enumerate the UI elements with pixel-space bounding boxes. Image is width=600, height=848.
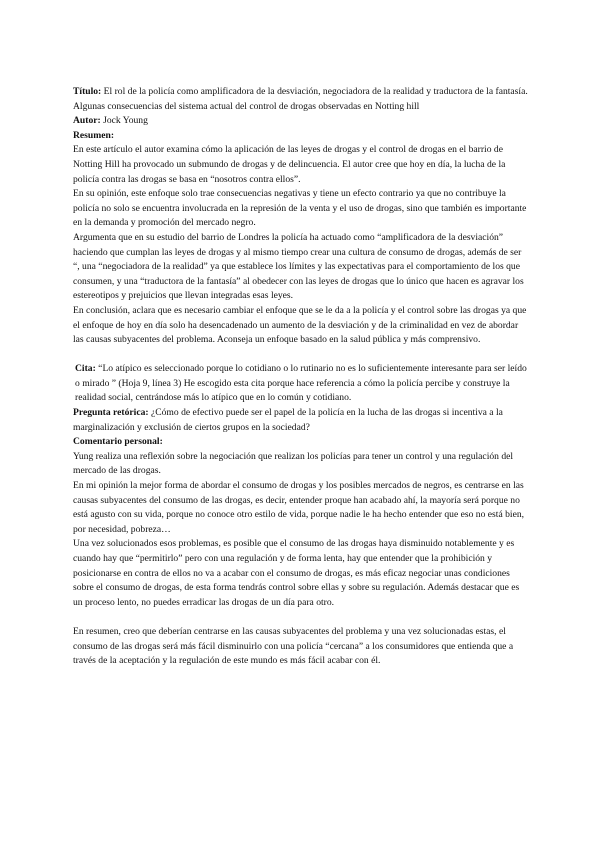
comment-paragraph: Una vez solucionados esos problemas, es posible que el consumo de las drogas haya disminuido notablemente y es cuando hay que “permitirlo” pero con una regulación y de forma lenta, hay que entender que la prohibición y posicionarse en contra de ellos no va a acabar con el consumo de drogas, es más eficaz negociar unas condiciones sobre el consumo de drogas, de esta forma tendrás control sobre ellas y sobre su regulación. Además destacar que es un proceso lento, no puedes erradicar las drogas de un día para otro. bbox=[73, 538, 520, 608]
summary-heading: Resumen: bbox=[73, 129, 115, 141]
conclusion-paragraph: En resumen, creo que deberían centrarse en las causas subyacentes del problema y una vez solucionadas estas, el consumo de las drogas será más fácil disminuirlo con una policía “cercana” a los consumidores que entienda que a través de la aceptación y la regulación de este mundo es más fácil acabar con él. bbox=[73, 625, 514, 667]
author-label: Autor: bbox=[73, 115, 101, 127]
question-label: Pregunta retórica: bbox=[73, 407, 149, 419]
quote-line bbox=[73, 362, 528, 406]
summary-paragraph: En este artículo el autor examina cómo la aplicación de las leyes de drogas y el control de drogas en el barrio de Notting Hill ha provocado un submundo de drogas y de delincuencia. El autor cree que hoy en día, la lucha de la policía contra las drogas se basa en “nosotros contra ellos”. bbox=[73, 144, 506, 185]
author-line bbox=[73, 114, 528, 129]
title-line bbox=[73, 85, 528, 114]
summary-paragraph: Argumenta que en su estudio del barrio de Londres la policía ha actuado como “amplificadora de la desviación” haciendo que cumplan las leyes de drogas y al mismo tiempo crear una cultura de consumo de drogas, además de ser “, una “negociadora de la realidad” ya que establece los límites y las expectativas para el comportamiento de los que consumen, y una “traductora de la fantasía” al obedecer con las leyes de drogas que lo único que hacen es agravar los estereotipos y prejuicios que llevan integradas esas leyes. bbox=[73, 231, 524, 302]
summary-paragraph: En su opinión, este enfoque solo trae consecuencias negativas y tiene un efecto contrario ya que no contribuye la policía no solo se encuentra involucrada en la represión de la venta y el uso de drogas, sino que también es importante en la demanda y promoción del mercado negro. bbox=[73, 188, 527, 229]
comment-paragraph: Yung realiza una reflexión sobre la negociación que realizan los policías para tener un control y una regulación del mercado de las drogas. bbox=[73, 450, 514, 477]
title-text: El rol de la policía como amplificadora de la desviación, negociadora de la realidad y traductora de la fantasía. Algunas consecuencias del sistema actual del control de drogas observadas en Notting hill bbox=[73, 86, 528, 112]
summary-paragraph: En conclusión, aclara que es necesario cambiar el enfoque que se le da a la policía y el control sobre las drogas ya que el enfoque de hoy en día solo ha desencadenado un aumento de la desviación y de la criminalidad en vez de abordar las causas subyacentes del problema. Aconseja un enfoque basado en la salud pública y más comprensivo. bbox=[73, 304, 527, 346]
author-text: Jock Young bbox=[100, 115, 148, 127]
comment-paragraph: En mi opinión la mejor forma de abordar el consumo de drogas y los posibles mercados de negros, es centrarse en las causas subyacentes del consumo de las drogas, es decir, entender proque han acabado ahí, la mayoría será porque no está agusto con su vida, porque no conoce otro estilo de vida, porque nadie le ha hecho entender que eso no está bien, por necesidad, pobreza… bbox=[73, 480, 525, 535]
quote-text: “Lo atípico es seleccionado porque lo cotidiano o lo rutinario no es lo suficientemente interesante para ser leído o mirado ” (Hoja 9, línea 3) He escogido esta cita porque hace referencia a cómo la policía percibe y construye la realidad social, centrándose más lo atípico que en lo común y cotidiano. bbox=[75, 363, 527, 404]
blank-line bbox=[73, 610, 528, 625]
question-line bbox=[73, 406, 528, 435]
blank-line bbox=[73, 348, 528, 363]
quote-label: Cita: bbox=[75, 363, 96, 375]
comment-heading: Comentario personal: bbox=[73, 436, 163, 448]
question-text: ¿Cómo de efectivo puede ser el papel de la policía en la lucha de las drogas si incentiva a la marginalización y exclusión de ciertos grupos en la sociedad? bbox=[73, 407, 503, 433]
title-label: Título: bbox=[73, 86, 102, 97]
